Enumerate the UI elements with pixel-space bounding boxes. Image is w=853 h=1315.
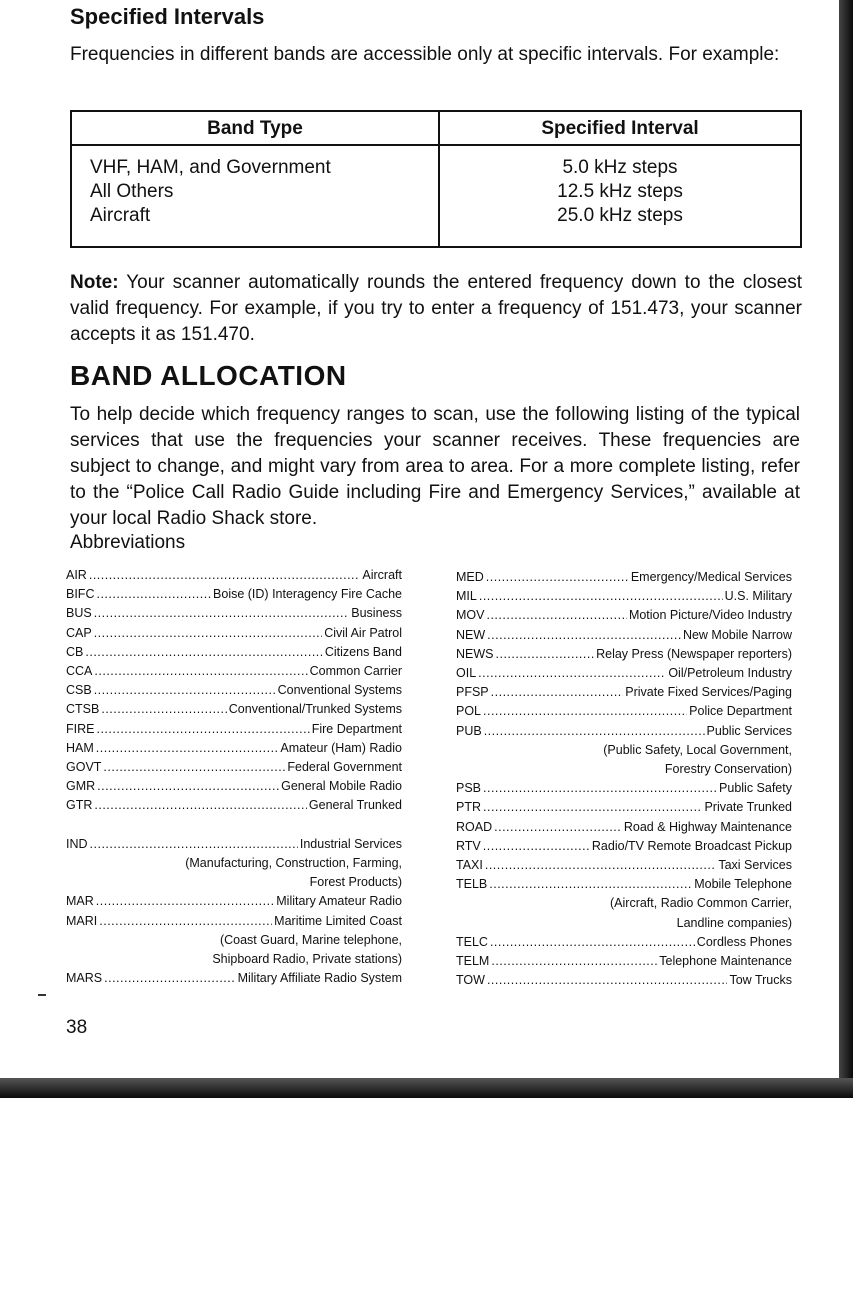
list-item xyxy=(456,645,792,664)
leader-dots xyxy=(97,777,279,796)
abbrev-description: Cordless Phones xyxy=(696,934,792,949)
page-number: 38 xyxy=(66,1017,88,1038)
list-item xyxy=(456,587,792,606)
abbrev-description: Oil/Petroleum Industry xyxy=(668,666,792,681)
leader-dots xyxy=(491,952,657,971)
leader-dots xyxy=(494,818,622,837)
abbrev-code: GMR xyxy=(66,779,96,794)
abbrev-description: Business xyxy=(351,606,402,621)
abbrev-description: General Trunked xyxy=(308,798,402,813)
band-allocation-heading: BAND ALLOCATION xyxy=(70,360,347,391)
list-item xyxy=(456,568,792,587)
abbrev-continuation: (Aircraft, Radio Common Carrier, xyxy=(610,896,792,911)
abbrev-code: CB xyxy=(66,644,84,659)
abbrev-description: Emergency/Medical Services xyxy=(630,570,792,584)
leader-dots xyxy=(96,585,211,604)
list-item xyxy=(456,779,792,798)
abbrev-description: Taxi Services xyxy=(718,858,792,873)
list-item xyxy=(456,606,792,625)
leader-dots xyxy=(479,587,723,606)
abbrev-code: NEW xyxy=(456,627,486,642)
abbrev-description: Aircraft xyxy=(362,568,402,582)
leader-dots xyxy=(485,856,717,875)
list-item xyxy=(456,683,792,702)
abbrev-code: MED xyxy=(456,570,484,584)
abbrev-code: PUB xyxy=(456,723,482,738)
band-cell: VHF, HAM, and Government All Others Aircraft xyxy=(71,145,439,247)
abbrev-description: Industrial Services xyxy=(299,836,402,851)
list-item xyxy=(456,722,792,741)
abbrev-code: MIL xyxy=(456,589,477,604)
abbrev-description: Public Safety xyxy=(719,781,792,796)
list-item xyxy=(456,664,792,683)
abbrev-code: AIR xyxy=(66,568,87,582)
list-item xyxy=(66,777,402,796)
list-item xyxy=(66,585,402,604)
interval-cell: 5.0 kHz steps 12.5 kHz steps 25.0 kHz steps xyxy=(557,157,683,226)
leader-dots xyxy=(94,604,350,623)
abbrev-description: Citizens Band xyxy=(324,644,402,659)
list-item xyxy=(456,952,792,971)
abbrev-code: TOW xyxy=(456,973,485,988)
leader-dots xyxy=(484,722,705,741)
abbrev-continuation: (Manufacturing, Construction, Farming, xyxy=(185,856,402,871)
abbrev-description: Amateur (Ham) Radio xyxy=(280,740,402,755)
list-item xyxy=(456,818,792,837)
abbrev-code: ROAD xyxy=(456,819,493,834)
leader-dots xyxy=(483,837,590,856)
leader-dots xyxy=(90,835,298,854)
band-allocation-paragraph: To help decide which frequency ranges to scan, use the following listing of the typical services that use the frequencies your scanner receives. These frequencies are subject to change, and might vary from area to area. For a more complete listing, refer to the “Police Call Radio Guide including Fire and Emergency Services,” available at your local Radio Shack store. xyxy=(70,404,800,529)
abbrev-code: PSB xyxy=(456,781,482,796)
abbrev-code: FIRE xyxy=(66,721,95,736)
abbrev-code: CSB xyxy=(66,683,92,698)
abbrev-description: General Mobile Radio xyxy=(281,779,402,794)
abbrev-description: Boise (ID) Interagency Fire Cache xyxy=(213,587,402,602)
table-header-band: Band Type xyxy=(71,111,439,145)
table-row xyxy=(71,145,801,247)
list-item xyxy=(66,758,402,777)
page-shadow-bottom xyxy=(0,1078,853,1098)
abbrev-description: Public Services xyxy=(706,723,792,738)
list-item xyxy=(66,662,402,681)
abbrev-code: BUS xyxy=(66,606,92,621)
abbrev-continuation: Shipboard Radio, Private stations) xyxy=(212,952,402,967)
abbrev-continuation: Forestry Conservation) xyxy=(664,762,792,777)
leader-dots xyxy=(94,796,307,815)
abbrev-code: TELM xyxy=(456,954,490,969)
abbrev-description: Military Amateur Radio xyxy=(276,894,402,909)
leader-dots xyxy=(89,566,361,585)
note-paragraph xyxy=(70,270,802,348)
abbrev-description: Conventional/Trunked Systems xyxy=(228,702,402,717)
leader-dots xyxy=(94,681,276,700)
list-item xyxy=(66,700,402,719)
list-item xyxy=(66,912,402,931)
abbrev-description: Radio/TV Remote Broadcast Pickup xyxy=(591,838,792,853)
abbrev-code: GTR xyxy=(66,798,93,813)
leader-dots xyxy=(94,624,323,643)
leader-dots xyxy=(486,568,629,587)
abbrev-code: NEWS xyxy=(456,646,494,661)
abbreviations-list-right xyxy=(456,568,792,990)
abbrev-continuation: Landline companies) xyxy=(676,915,792,930)
leader-dots xyxy=(101,700,226,719)
list-item xyxy=(456,837,792,856)
leader-dots xyxy=(96,739,279,758)
abbrev-code: HAM xyxy=(66,740,94,755)
abbrev-description: Telephone Maintenance xyxy=(659,954,792,969)
list-item xyxy=(66,969,402,988)
section-heading: Specified Intervals xyxy=(70,4,265,29)
abbrev-code: MOV xyxy=(456,608,485,623)
leader-dots xyxy=(490,933,695,952)
abbrev-continuation: (Coast Guard, Marine telephone, xyxy=(219,932,402,947)
list-item xyxy=(66,720,402,739)
page-shadow-right xyxy=(839,0,853,1095)
leader-dots xyxy=(483,798,702,817)
abbrev-description: Common Carrier xyxy=(309,664,402,679)
leader-dots xyxy=(99,912,272,931)
list-item xyxy=(456,971,792,990)
leader-dots xyxy=(487,626,681,645)
abbrev-code: CAP xyxy=(66,625,92,640)
abbrev-description: Mobile Telephone xyxy=(694,877,792,892)
leader-dots xyxy=(483,779,717,798)
leader-dots xyxy=(94,662,307,681)
abbrev-description: Police Department xyxy=(689,704,792,719)
list-item xyxy=(66,739,402,758)
abbrev-code: OIL xyxy=(456,666,477,681)
list-item xyxy=(456,933,792,952)
abbreviations-heading: Abbreviations xyxy=(70,532,186,553)
list-item xyxy=(456,875,792,894)
abbrev-description: New Mobile Narrow xyxy=(682,627,792,642)
abbrev-code: IND xyxy=(66,836,88,851)
leader-dots xyxy=(496,645,595,664)
abbrev-continuation: Forest Products) xyxy=(309,875,402,890)
list-item xyxy=(66,624,402,643)
abbrev-description: Conventional Systems xyxy=(277,683,402,698)
intro-paragraph: Frequencies in different bands are accessible only at specific intervals. For example: xyxy=(70,44,780,65)
abbrev-description: Relay Press (Newspaper reporters) xyxy=(596,646,792,661)
abbrev-description: Maritime Limited Coast xyxy=(274,913,402,928)
abbrev-description: Private Fixed Services/Paging xyxy=(625,685,792,700)
note-text: Your scanner automatically rounds the entered frequency down to the closest valid frequency. For example, if you try to enter a frequency of 151.473, your scanner accepts it as 151.470. xyxy=(70,272,803,345)
abbrev-code: MARS xyxy=(66,971,103,986)
leader-dots xyxy=(103,758,285,777)
abbrev-code: GOVT xyxy=(66,760,102,775)
abbrev-code: TELC xyxy=(456,934,488,949)
abbrev-description: Civil Air Patrol xyxy=(324,625,402,640)
list-item xyxy=(66,566,402,585)
list-item xyxy=(66,796,402,815)
leader-dots xyxy=(489,875,692,894)
list-item xyxy=(66,643,402,662)
leader-dots xyxy=(487,971,728,990)
abbrev-code: MAR xyxy=(66,894,94,909)
list-spacer xyxy=(66,816,402,835)
abbrev-description: U.S. Military xyxy=(724,589,792,604)
leader-dots xyxy=(491,683,624,702)
abbrev-code: BIFC xyxy=(66,587,95,602)
list-item xyxy=(456,702,792,721)
list-item xyxy=(456,798,792,817)
abbreviations-list-left xyxy=(66,566,402,988)
abbrev-description: Fire Department xyxy=(311,721,402,736)
leader-dots xyxy=(486,606,626,625)
abbrev-code: TAXI xyxy=(456,858,483,873)
list-item xyxy=(66,892,402,911)
note-label: Note: xyxy=(70,272,119,293)
list-item xyxy=(456,626,792,645)
abbrev-code: MARI xyxy=(66,913,98,928)
abbrev-code: PFSP xyxy=(456,685,489,700)
list-item xyxy=(66,604,402,623)
abbrev-code: CTSB xyxy=(66,702,100,717)
abbrev-description: Road & Highway Maintenance xyxy=(623,819,792,834)
list-item xyxy=(66,835,402,854)
abbrev-code: RTV xyxy=(456,838,481,853)
list-item xyxy=(456,856,792,875)
leader-dots xyxy=(483,702,687,721)
abbrev-code: TELB xyxy=(456,877,488,892)
leader-dots xyxy=(96,720,309,739)
list-item xyxy=(66,681,402,700)
abbrev-description: Private Trunked xyxy=(704,800,792,815)
abbrev-code: CCA xyxy=(66,664,93,679)
abbrev-description: Motion Picture/Video Industry xyxy=(628,608,792,623)
abbrev-description: Military Affiliate Radio System xyxy=(237,971,402,986)
leader-dots xyxy=(104,969,235,988)
leader-dots xyxy=(478,664,666,683)
leader-dots xyxy=(96,892,274,911)
abbrev-description: Federal Government xyxy=(287,760,402,775)
abbrev-description: Tow Trucks xyxy=(729,973,792,988)
abbrev-code: POL xyxy=(456,704,482,719)
leader-dots xyxy=(85,643,323,662)
interval-table xyxy=(70,110,802,248)
abbrev-code: PTR xyxy=(456,800,481,815)
abbrev-continuation: (Public Safety, Local Government, xyxy=(603,742,792,757)
margin-mark xyxy=(38,994,46,996)
table-header-interval: Specified Interval xyxy=(439,111,801,145)
